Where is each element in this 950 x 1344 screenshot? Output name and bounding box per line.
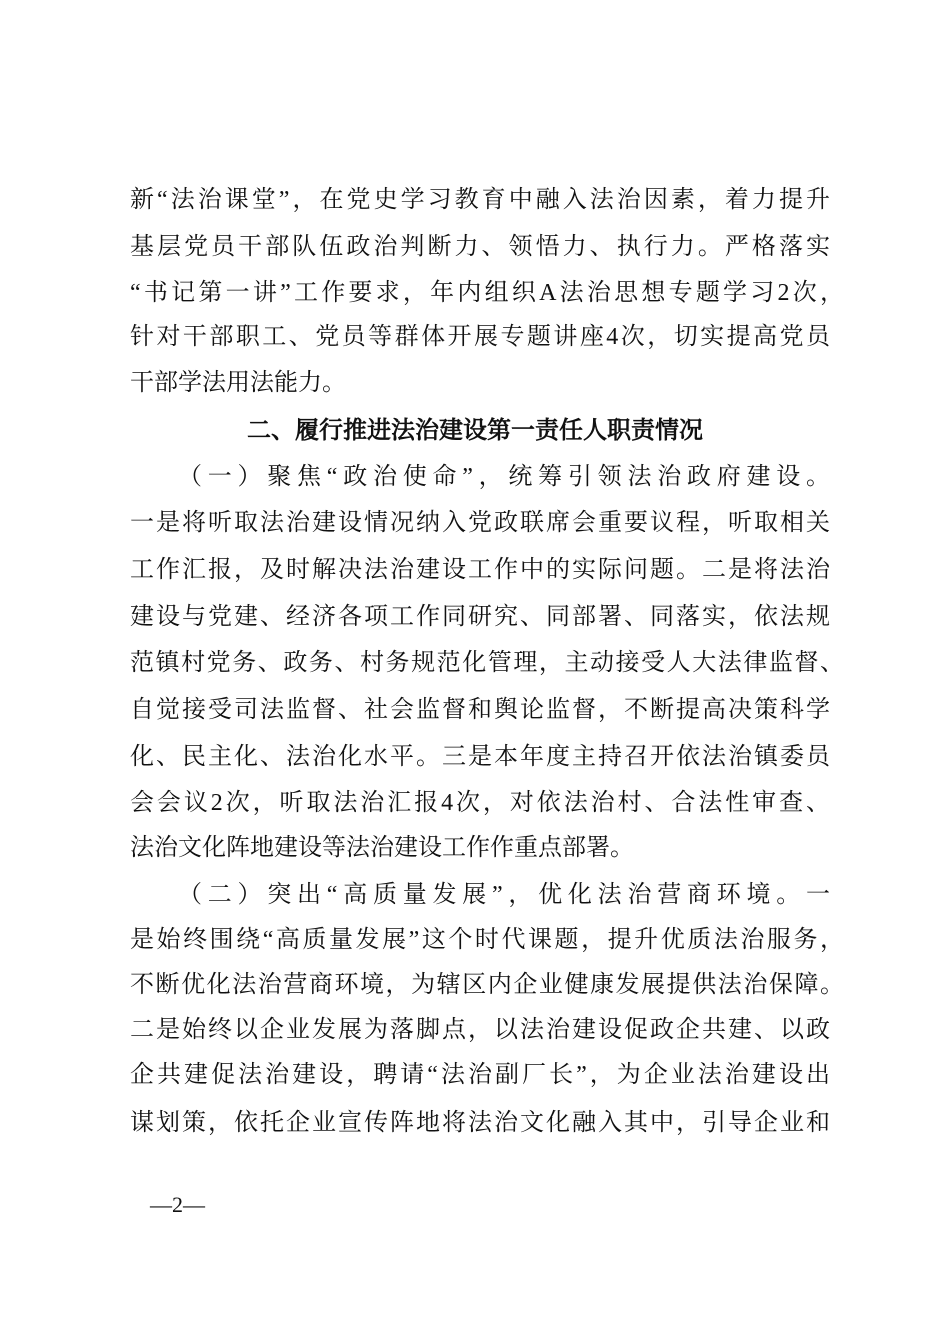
paragraph-line: 范镇村党务、政务、村务规范化管理，主动接受人大法律监督、	[130, 650, 844, 676]
paragraph-line: 工作汇报，及时解决法治建设工作中的实际问题。二是将法治	[130, 557, 830, 583]
subsection-title: （一）聚焦“政治使命”，统筹引领法治政府建设。	[178, 464, 830, 490]
paragraph-line: 不断优化法治营商环境，为辖区内企业健康发展提供法治保障。	[130, 972, 844, 998]
page-number: —2—	[150, 1192, 205, 1217]
section-heading: 二、履行推进法治建设第一责任人职责情况	[247, 416, 703, 444]
paragraph-line: 化、民主化、法治化水平。三是本年度主持召开依法治镇委员	[130, 744, 830, 770]
paragraph-line: 自觉接受司法监督、社会监督和舆论监督，不断提高决策科学	[130, 697, 830, 723]
subsection-title: （二）突出“高质量发展”，优化法治营商环境。一	[178, 882, 830, 908]
paragraph-line: 基层党员干部队伍政治判断力、领悟力、执行力。严格落实	[130, 234, 830, 260]
paragraph-line: 针对干部职工、党员等群体开展专题讲座4次，切实提高党员	[130, 324, 830, 350]
paragraph-line: “书记第一讲”工作要求，年内组织A法治思想专题学习2次，	[130, 280, 844, 306]
paragraph-line: 会会议2次，听取法治汇报4次，对依法治村、合法性审查、	[130, 790, 830, 816]
paragraph-line: 企共建促法治建设，聘请“法治副厂长”，为企业法治建设出	[130, 1062, 830, 1088]
paragraph-line: 新“法治课堂”，在党史学习教育中融入法治因素，着力提升	[130, 187, 830, 213]
paragraph-line: 是始终围绕“高质量发展”这个时代课题，提升优质法治服务，	[130, 927, 844, 953]
paragraph-line: 干部学法用法能力。	[130, 370, 346, 396]
paragraph-line: 一是将听取法治建设情况纳入党政联席会重要议程，听取相关	[130, 510, 830, 536]
paragraph-line: 二是始终以企业发展为落脚点，以法治建设促政企共建、以政	[130, 1017, 830, 1043]
paragraph-line: 谋划策，依托企业宣传阵地将法治文化融入其中，引导企业和	[130, 1110, 830, 1136]
paragraph-line: 建设与党建、经济各项工作同研究、同部署、同落实，依法规	[130, 604, 830, 630]
paragraph-line: 法治文化阵地建设等法治建设工作作重点部署。	[130, 835, 634, 861]
